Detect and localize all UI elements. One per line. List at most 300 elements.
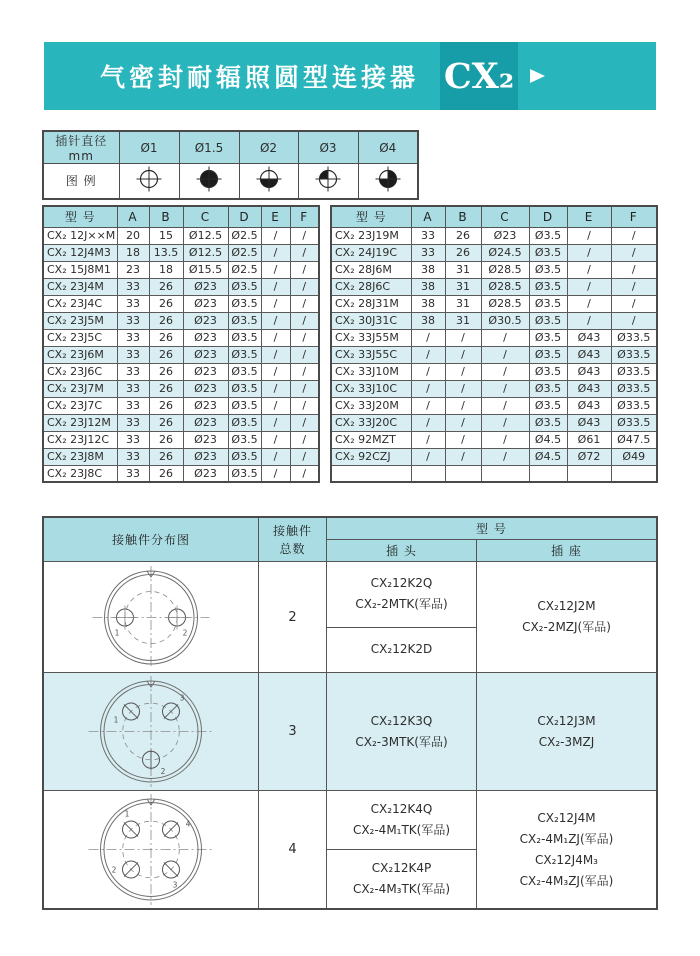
pin-number-label: 1	[124, 809, 130, 819]
value-cell: 26	[149, 346, 183, 363]
3-contact-layout-diagram	[44, 673, 258, 790]
value-cell	[567, 465, 611, 482]
value-cell: Ø23	[183, 363, 228, 380]
value-cell: Ø23	[183, 397, 228, 414]
value-cell: /	[411, 448, 445, 465]
value-cell: /	[611, 312, 657, 329]
value-cell: 33	[117, 329, 149, 346]
contact-count-header-line1: 接触件	[272, 523, 312, 538]
value-cell: Ø3.5	[529, 295, 567, 312]
value-cell: 18	[149, 261, 183, 278]
value-cell: 18	[117, 244, 149, 261]
spec-row	[43, 278, 319, 295]
value-cell: Ø2.5	[228, 261, 261, 278]
value-cell: Ø23	[183, 295, 228, 312]
spec-table-right	[330, 205, 658, 483]
socket-models-cell	[477, 673, 656, 790]
contact-diagram-cell	[44, 791, 259, 908]
series-label: CX₂	[443, 55, 515, 97]
spec-row	[43, 261, 319, 278]
value-cell: /	[411, 380, 445, 397]
value-cell: /	[261, 329, 290, 346]
model-cell: CX₂ 23J8C	[43, 465, 117, 482]
value-cell: /	[261, 380, 290, 397]
value-cell: /	[261, 295, 290, 312]
plug-sub-cell	[327, 562, 476, 627]
series-badge	[440, 42, 518, 110]
value-cell: Ø3.5	[228, 346, 261, 363]
value-cell: Ø33.5	[611, 346, 657, 363]
value-cell: Ø43	[567, 397, 611, 414]
spec-row	[331, 397, 657, 414]
circle-crosshair-open-icon	[136, 166, 162, 192]
spec-row	[43, 380, 319, 397]
value-cell: 23	[117, 261, 149, 278]
value-cell: /	[411, 397, 445, 414]
value-cell: 31	[445, 295, 481, 312]
value-cell: 26	[149, 312, 183, 329]
value-cell: 38	[411, 312, 445, 329]
value-cell: Ø3.5	[529, 397, 567, 414]
value-cell: /	[411, 363, 445, 380]
pin-number-label: 4	[185, 819, 191, 829]
model-cell: CX₂ 23J5C	[43, 329, 117, 346]
value-cell: /	[290, 295, 319, 312]
value-cell: Ø3.5	[529, 414, 567, 431]
column-header: E	[567, 206, 611, 227]
value-cell: /	[567, 295, 611, 312]
value-cell: 26	[445, 227, 481, 244]
value-cell: /	[411, 414, 445, 431]
model-cell: CX₂ 33J55C	[331, 346, 411, 363]
column-header: F	[611, 206, 657, 227]
legend-cell	[119, 164, 179, 199]
model-cell: CX₂ 92CZJ	[331, 448, 411, 465]
value-cell: Ø3.5	[529, 329, 567, 346]
contact-row	[44, 672, 656, 790]
4-contact-layout-diagram	[44, 791, 258, 908]
pin-diameter-value: Ø4	[358, 131, 418, 164]
value-cell: Ø3.5	[529, 244, 567, 261]
pin-diameter-value: Ø3	[298, 131, 358, 164]
value-cell: Ø12.5	[183, 227, 228, 244]
value-cell: /	[411, 431, 445, 448]
value-cell: Ø3.5	[228, 465, 261, 482]
value-cell: 15	[149, 227, 183, 244]
value-cell: Ø23	[183, 329, 228, 346]
circle-top-left-quadrant-filled-icon	[315, 166, 341, 192]
pin-number-label: 3	[172, 880, 178, 890]
pin-number-label: 2	[111, 865, 117, 875]
value-cell: Ø4.5	[529, 431, 567, 448]
value-cell: /	[611, 261, 657, 278]
value-cell: /	[445, 431, 481, 448]
value-cell: /	[261, 227, 290, 244]
value-cell: /	[261, 363, 290, 380]
value-cell: Ø43	[567, 363, 611, 380]
value-cell: /	[411, 346, 445, 363]
value-cell: /	[481, 363, 529, 380]
socket-models	[520, 808, 614, 892]
spec-row	[331, 227, 657, 244]
plug-model: CX₂12K2Q	[370, 576, 433, 591]
value-cell: /	[481, 329, 529, 346]
value-cell: Ø33.5	[611, 363, 657, 380]
column-header: F	[290, 206, 319, 227]
model-cell: CX₂ 33J20M	[331, 397, 411, 414]
value-cell: /	[290, 244, 319, 261]
socket-model: CX₂-4M₃ZJ(军品)	[519, 873, 614, 888]
plug-model: CX₂12K4P	[371, 861, 432, 875]
model-cell: CX₂ 28J6C	[331, 278, 411, 295]
value-cell: /	[567, 227, 611, 244]
value-cell: Ø23	[183, 414, 228, 431]
model-cell: CX₂ 33J55M	[331, 329, 411, 346]
value-cell: Ø2.5	[228, 227, 261, 244]
value-cell: 33	[117, 278, 149, 295]
value-cell: Ø3.5	[228, 431, 261, 448]
model-cell: CX₂ 23J6C	[43, 363, 117, 380]
value-cell: Ø72	[567, 448, 611, 465]
socket-model: CX₂-4M₁ZJ(军品)	[519, 831, 614, 846]
value-cell: /	[611, 278, 657, 295]
page-title: 气密封耐辐照圆型连接器	[100, 63, 420, 92]
plug-sub-cell	[327, 627, 476, 672]
value-cell: 38	[411, 278, 445, 295]
circle-filled-icon	[196, 166, 222, 192]
value-cell: /	[290, 363, 319, 380]
contact-diagram-cell	[44, 673, 259, 790]
value-cell: 31	[445, 261, 481, 278]
column-header: A	[411, 206, 445, 227]
model-cell: CX₂ 30J31C	[331, 312, 411, 329]
value-cell: Ø3.5	[228, 448, 261, 465]
value-cell: Ø23	[183, 380, 228, 397]
model-cell: CX₂ 23J19M	[331, 227, 411, 244]
spec-row	[43, 465, 319, 482]
value-cell: 26	[149, 380, 183, 397]
socket-model: CX₂12J3M	[537, 713, 596, 728]
socket-model: CX₂12J4M	[537, 810, 596, 825]
spec-row	[331, 295, 657, 312]
value-cell: Ø23	[183, 465, 228, 482]
value-cell: Ø3.5	[228, 312, 261, 329]
plug-model: CX₂-4M₁TK(军品)	[352, 823, 451, 837]
value-cell: Ø23	[183, 431, 228, 448]
value-cell: 33	[117, 397, 149, 414]
value-cell: /	[261, 261, 290, 278]
value-cell: 31	[445, 278, 481, 295]
contact-count-header-line2: 总数	[279, 541, 306, 556]
column-header: E	[261, 206, 290, 227]
value-cell: Ø23	[183, 346, 228, 363]
column-header: D	[529, 206, 567, 227]
spec-row	[331, 312, 657, 329]
value-cell: Ø24.5	[481, 244, 529, 261]
model-cell: CX₂ 33J20C	[331, 414, 411, 431]
value-cell: 38	[411, 261, 445, 278]
pin-diameter-label: 插针直径mm	[43, 131, 119, 164]
socket-models-cell	[477, 562, 656, 672]
model-cell: CX₂ 28J6M	[331, 261, 411, 278]
contact-count-cell: 2	[259, 562, 327, 672]
spec-header-row	[331, 206, 657, 227]
model-cell: CX₂ 33J10M	[331, 363, 411, 380]
value-cell: 33	[117, 414, 149, 431]
pin-number-label: 1	[113, 715, 119, 725]
spec-row	[331, 465, 657, 482]
spec-row	[331, 329, 657, 346]
spec-row	[43, 431, 319, 448]
value-cell: /	[261, 414, 290, 431]
value-cell: Ø28.5	[481, 295, 529, 312]
value-cell: Ø3.5	[529, 346, 567, 363]
value-cell: Ø28.5	[481, 261, 529, 278]
model-cell: CX₂ 23J7C	[43, 397, 117, 414]
socket-models	[522, 596, 611, 638]
plug-header: 插 头	[327, 540, 477, 562]
model-cell	[331, 465, 411, 482]
model-cell: CX₂ 12J××M	[43, 227, 117, 244]
spec-row	[43, 329, 319, 346]
plug-sub-cell	[327, 673, 476, 790]
column-header: C	[481, 206, 529, 227]
value-cell: Ø3.5	[228, 363, 261, 380]
value-cell	[481, 465, 529, 482]
value-cell: /	[481, 431, 529, 448]
pin-legend-row	[43, 164, 418, 199]
value-cell: Ø3.5	[228, 295, 261, 312]
model-header: 型 号	[327, 518, 656, 540]
contact-diagram-header: 接触件分布图	[44, 518, 259, 562]
value-cell: Ø23	[183, 278, 228, 295]
spec-row	[331, 244, 657, 261]
value-cell: Ø33.5	[611, 380, 657, 397]
contact-layout-table	[42, 516, 658, 910]
plug-sub-cell	[327, 791, 476, 849]
arrow-right-icon	[530, 69, 545, 83]
value-cell: /	[611, 227, 657, 244]
value-cell	[529, 465, 567, 482]
value-cell: /	[445, 380, 481, 397]
spec-row	[331, 346, 657, 363]
value-cell: /	[567, 278, 611, 295]
value-cell: /	[445, 448, 481, 465]
socket-model: CX₂-2MZJ(军品)	[522, 620, 611, 634]
value-cell: Ø61	[567, 431, 611, 448]
model-cell: CX₂ 23J7M	[43, 380, 117, 397]
column-header: C	[183, 206, 228, 227]
value-cell: 31	[445, 312, 481, 329]
value-cell: /	[290, 414, 319, 431]
value-cell: 33	[117, 346, 149, 363]
value-cell: Ø3.5	[228, 380, 261, 397]
socket-models-cell	[477, 791, 656, 908]
pin-diameter-header-row	[43, 131, 418, 164]
value-cell: /	[290, 312, 319, 329]
value-cell: Ø33.5	[611, 329, 657, 346]
contact-table-header	[44, 518, 656, 562]
value-cell: /	[445, 414, 481, 431]
value-cell: /	[611, 244, 657, 261]
value-cell: 26	[445, 244, 481, 261]
value-cell: 38	[411, 295, 445, 312]
value-cell: Ø43	[567, 380, 611, 397]
value-cell: /	[290, 278, 319, 295]
value-cell: 26	[149, 397, 183, 414]
value-cell	[611, 465, 657, 482]
value-cell: Ø23	[481, 227, 529, 244]
value-cell: /	[445, 397, 481, 414]
spec-row	[43, 227, 319, 244]
value-cell: /	[261, 431, 290, 448]
value-cell: Ø15.5	[183, 261, 228, 278]
spec-row	[331, 380, 657, 397]
contact-row	[44, 562, 656, 672]
legend-cell	[298, 164, 358, 199]
contact-count-cell: 4	[259, 791, 327, 908]
value-cell: Ø49	[611, 448, 657, 465]
value-cell: /	[290, 380, 319, 397]
value-cell: Ø43	[567, 329, 611, 346]
value-cell: /	[290, 227, 319, 244]
2-contact-layout-diagram	[44, 563, 258, 672]
column-header: 型 号	[43, 206, 117, 227]
value-cell	[411, 465, 445, 482]
socket-model: CX₂-3MZJ	[538, 734, 595, 749]
column-header: D	[228, 206, 261, 227]
plug-sub-cell	[327, 849, 476, 908]
value-cell: /	[481, 380, 529, 397]
spec-row	[331, 363, 657, 380]
model-cell: CX₂ 23J6M	[43, 346, 117, 363]
model-cell: CX₂ 92MZT	[331, 431, 411, 448]
contact-row	[44, 790, 656, 908]
column-header: A	[117, 206, 149, 227]
plug-models-cell	[327, 673, 477, 790]
value-cell: 33	[117, 295, 149, 312]
value-cell: Ø28.5	[481, 278, 529, 295]
column-header: B	[149, 206, 183, 227]
spec-header-row	[43, 206, 319, 227]
spec-row	[43, 244, 319, 261]
spec-row	[43, 363, 319, 380]
plug-model: CX₂-4M₃TK(军品)	[352, 882, 451, 896]
value-cell: /	[290, 448, 319, 465]
value-cell: Ø12.5	[183, 244, 228, 261]
value-cell: 33	[117, 465, 149, 482]
spec-table-left	[42, 205, 320, 483]
value-cell: 26	[149, 278, 183, 295]
value-cell: /	[261, 448, 290, 465]
pin-number-label: 3	[179, 693, 185, 703]
contact-diagram-cell	[44, 562, 259, 672]
pin-number-label: 1	[114, 628, 120, 637]
value-cell: /	[290, 346, 319, 363]
value-cell: /	[445, 346, 481, 363]
value-cell: 26	[149, 295, 183, 312]
value-cell: 26	[149, 414, 183, 431]
model-cell: CX₂ 23J4M	[43, 278, 117, 295]
contact-count-header	[259, 518, 327, 562]
socket-model: CX₂12J4M₃	[534, 852, 598, 867]
value-cell: Ø43	[567, 346, 611, 363]
model-cell: CX₂ 23J12M	[43, 414, 117, 431]
legend-cell	[179, 164, 239, 199]
circle-bottom-half-filled-icon	[256, 166, 282, 192]
value-cell: Ø3.5	[529, 363, 567, 380]
model-cell: CX₂ 23J4C	[43, 295, 117, 312]
value-cell: /	[445, 329, 481, 346]
value-cell: Ø3.5	[228, 278, 261, 295]
value-cell: Ø3.5	[529, 312, 567, 329]
model-cell: CX₂ 23J5M	[43, 312, 117, 329]
pin-diameter-value: Ø1.5	[179, 131, 239, 164]
plug-models-cell	[327, 562, 477, 672]
value-cell: /	[261, 312, 290, 329]
value-cell: /	[261, 278, 290, 295]
value-cell: /	[611, 295, 657, 312]
contact-count-cell: 3	[259, 673, 327, 790]
spec-row	[43, 346, 319, 363]
value-cell: 26	[149, 363, 183, 380]
value-cell: /	[290, 261, 319, 278]
value-cell: 33	[117, 363, 149, 380]
value-cell: /	[290, 397, 319, 414]
value-cell: 13.5	[149, 244, 183, 261]
value-cell: /	[567, 244, 611, 261]
pin-diameter-value: Ø1	[119, 131, 179, 164]
spec-row	[43, 414, 319, 431]
value-cell: Ø47.5	[611, 431, 657, 448]
value-cell: 33	[411, 244, 445, 261]
value-cell: /	[567, 261, 611, 278]
value-cell: /	[411, 329, 445, 346]
value-cell: 33	[117, 312, 149, 329]
legend-label: 图 例	[43, 164, 119, 199]
spec-row	[43, 448, 319, 465]
value-cell: 20	[117, 227, 149, 244]
value-cell: /	[290, 431, 319, 448]
value-cell: 33	[411, 227, 445, 244]
value-cell: /	[261, 465, 290, 482]
socket-models	[537, 711, 595, 753]
value-cell: 26	[149, 448, 183, 465]
value-cell: /	[481, 448, 529, 465]
value-cell: Ø3.5	[529, 278, 567, 295]
value-cell: Ø4.5	[529, 448, 567, 465]
value-cell: /	[445, 363, 481, 380]
value-cell: Ø43	[567, 414, 611, 431]
value-cell: /	[290, 329, 319, 346]
value-cell: Ø3.5	[529, 261, 567, 278]
plug-model: CX₂12K4Q	[370, 802, 433, 816]
socket-header: 插 座	[477, 540, 656, 562]
value-cell: /	[481, 414, 529, 431]
model-cell: CX₂ 12J4M3	[43, 244, 117, 261]
plug-models-cell	[327, 791, 477, 908]
value-cell: 26	[149, 329, 183, 346]
spec-row	[331, 431, 657, 448]
pin-diameter-value: Ø2	[239, 131, 298, 164]
socket-model: CX₂12J2M	[537, 599, 596, 613]
model-cell: CX₂ 23J12C	[43, 431, 117, 448]
value-cell: Ø30.5	[481, 312, 529, 329]
column-header: B	[445, 206, 481, 227]
pin-number-label: 2	[160, 766, 166, 776]
circle-three-quarter-filled-icon	[375, 166, 401, 192]
legend-cell	[239, 164, 298, 199]
